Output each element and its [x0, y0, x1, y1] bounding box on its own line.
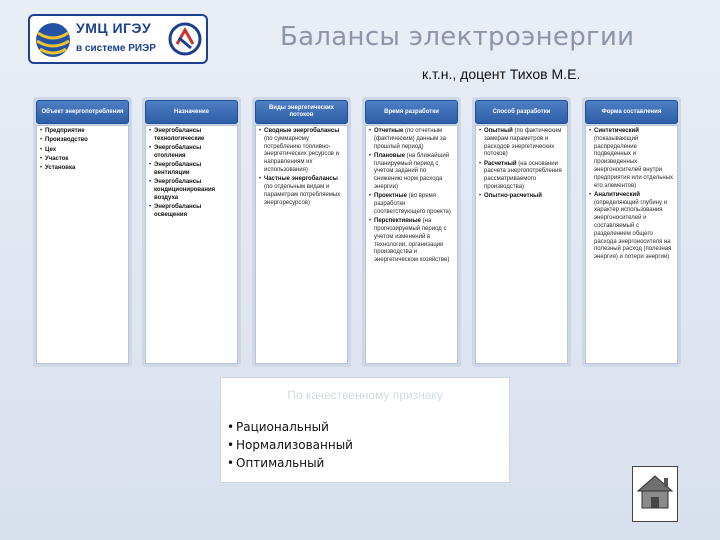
- logo: [28, 14, 208, 64]
- column-item: [479, 161, 564, 192]
- column-item-term: Плановые: [374, 152, 405, 159]
- column-item: [40, 147, 125, 155]
- column-item-term: Проектные: [374, 193, 408, 200]
- column-item: [40, 137, 125, 145]
- column-item-term: Энергобалансы вентиляции: [154, 162, 202, 176]
- column-item-term: Участок: [45, 155, 69, 162]
- home-button[interactable]: [632, 466, 678, 522]
- column-item: [40, 128, 125, 136]
- column-item-desc: (на основании расчета энергопотребления рассматриваемого производства): [484, 160, 562, 191]
- quality-item: • Нормализованный: [227, 436, 353, 454]
- column-item: [149, 204, 234, 220]
- home-icon: [636, 473, 674, 511]
- column-item-desc: (на ближайший планируемый период с учетом заданий по снижению норм расхода энергии): [374, 152, 450, 191]
- column-header: Форма составления: [585, 100, 678, 124]
- column-item-term: Аналитический: [594, 191, 640, 198]
- column-item: [479, 128, 564, 159]
- column-header: Способ разработки: [475, 100, 568, 124]
- classification-column: [582, 97, 681, 367]
- column-header: Объект энергопотребления: [36, 100, 129, 124]
- classification-column: [33, 97, 132, 367]
- column-body: [36, 125, 129, 364]
- column-body: [475, 125, 568, 364]
- column-item-term: Перспективные: [374, 218, 422, 225]
- column-body: [585, 125, 678, 364]
- column-item-term: Установка: [45, 165, 76, 172]
- column-item-desc: (по отчетным (фактическим) данным за прошлый период): [374, 128, 446, 150]
- page-title: Балансы электроэнергии: [280, 22, 635, 52]
- column-item: [369, 193, 454, 216]
- classification-column: [362, 97, 461, 367]
- column-item: [479, 193, 564, 201]
- column-item-desc: (определяющий глубину и характер использования энергоносителей и составляемый с разделением общего расхода энергоносителя на полезный расход (полезная энергия) и потери энергии): [594, 199, 672, 261]
- column-item-desc: (по суммарному потреблению топливно-энергетических ресурсов и направлениям их использования): [264, 135, 340, 173]
- column-body: [365, 125, 458, 364]
- quality-panel: [220, 377, 510, 483]
- classification-column: [472, 97, 571, 367]
- column-item: [40, 165, 125, 173]
- column-item-term: Энергобалансы кондиционирования воздуха: [154, 179, 216, 201]
- quality-panel-title: По качественному признаку: [287, 388, 443, 402]
- column-item-term: Производство: [45, 137, 88, 144]
- logo-bottom-text: в системе РИЭР: [76, 43, 156, 54]
- column-item: [40, 156, 125, 164]
- column-item: [259, 128, 344, 175]
- column-item-term: Расчетный: [484, 160, 517, 167]
- column-item-desc: (на прогнозируемый период с учетом изменений в технологии, организации производства и энергетическом хозяйстве): [374, 218, 450, 264]
- column-item-term: Цех: [45, 146, 57, 153]
- column-header: Виды энергетических потоков: [255, 100, 348, 124]
- column-item: [589, 192, 674, 262]
- column-item-term: Энергобалансы технологические: [154, 128, 205, 142]
- column-item: [149, 162, 234, 178]
- column-item-desc: (по отдельным видам и параметрам потребляемых энергоресурсов): [264, 184, 341, 206]
- author-subtitle: к.т.н., доцент Тихов М.Е.: [422, 66, 581, 82]
- column-item-term: Опытно-расчетный: [484, 193, 542, 200]
- column-item-term: Энергобалансы отопления: [154, 145, 202, 159]
- column-item-term: Сводные энергобалансы: [264, 128, 340, 134]
- logo-top-text: УМЦ ИГЭУ: [76, 20, 152, 36]
- classification-column: [142, 97, 241, 367]
- column-header: Время разработки: [365, 100, 458, 124]
- quality-item: • Оптимальный: [227, 454, 353, 472]
- column-item: [149, 145, 234, 161]
- column-item: [589, 128, 674, 190]
- column-item-desc: (показывающий распределение подведенных и произведенных энергоносителей внутри предприятия или отдельных его элементов): [594, 135, 674, 189]
- column-body: [145, 125, 238, 364]
- column-item-term: Отчетные: [374, 128, 404, 134]
- column-item-term: Частные энергобалансы: [264, 176, 338, 183]
- column-item-desc: (во время разработки соответствующего проекта): [374, 193, 451, 215]
- quality-list: [227, 418, 353, 472]
- column-item: [149, 128, 234, 144]
- globe-icon: [34, 19, 72, 59]
- column-item: [149, 179, 234, 202]
- column-header: Назначение: [145, 100, 238, 124]
- column-item-term: Синтетический: [594, 128, 639, 134]
- column-item: [369, 153, 454, 192]
- column-item-term: Предприятие: [45, 128, 85, 134]
- column-body: [255, 125, 348, 364]
- column-item-term: Энергобалансы освещения: [154, 204, 202, 218]
- classification-column: [252, 97, 351, 367]
- quality-item: • Рациональный: [227, 418, 353, 436]
- column-item-term: Опытный: [484, 128, 513, 134]
- emblem-icon: [168, 20, 202, 58]
- column-item: [369, 128, 454, 151]
- column-item: [259, 176, 344, 207]
- column-item: [369, 218, 454, 265]
- column-item-desc: (по фактическим замерам параметров и расходов энергетических потоков): [484, 128, 562, 158]
